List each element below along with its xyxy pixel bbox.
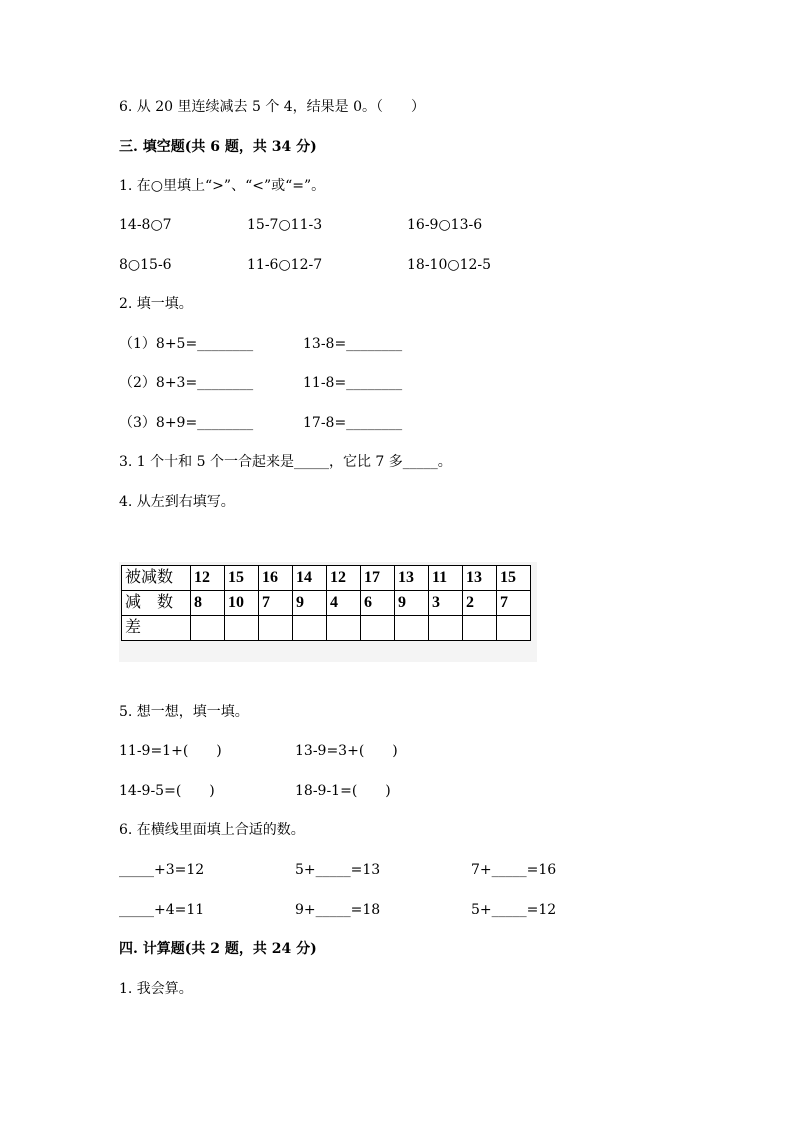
fill-item: 11-8=________ (303, 375, 403, 391)
true-false-question-6: 6. 从 20 里连续减去 5 个 4，结果是 0。（ ） (119, 99, 426, 115)
fill-item: 13-8=________ (303, 336, 403, 352)
compare-item: 14-8○7 (119, 217, 172, 233)
subtrahend-cell: 4 (327, 591, 361, 616)
minuend-cell: 11 (429, 566, 463, 591)
difference-cell (429, 616, 463, 641)
table-row-subtrahend (122, 591, 531, 616)
difference-cell (293, 616, 327, 641)
section-4-title: 四. 计算题(共 2 题，共 24 分) (119, 941, 317, 957)
fill-item: （3）8+9=________ (119, 415, 254, 431)
subtrahend-cell: 3 (429, 591, 463, 616)
table-row-minuend (122, 566, 531, 591)
compare-item: 18-10○12-5 (407, 257, 492, 273)
blank-fill-item: 7+_____=16 (471, 862, 557, 878)
difference-cell (225, 616, 259, 641)
difference-cell (327, 616, 361, 641)
fill-item: （1）8+5=________ (119, 336, 254, 352)
subtrahend-cell: 7 (497, 591, 531, 616)
question-4-title: 4. 从左到右填写。 (119, 494, 235, 510)
subtrahend-cell: 9 (293, 591, 327, 616)
compare-item: 11-6○12-7 (247, 257, 323, 273)
subtrahend-cell: 8 (191, 591, 225, 616)
blank-fill-item: 5+_____=12 (471, 902, 557, 918)
compare-item: 8○15-6 (119, 257, 172, 273)
subtraction-table-image (119, 562, 537, 662)
minuend-cell: 17 (361, 566, 395, 591)
row-header: 减 数 (122, 591, 191, 616)
difference-cell (463, 616, 497, 641)
minuend-cell: 13 (395, 566, 429, 591)
difference-cell (259, 616, 293, 641)
blank-fill-item: 9+_____=18 (295, 902, 381, 918)
difference-cell (395, 616, 429, 641)
fill-item: （2）8+3=________ (119, 375, 254, 391)
question-1-title: 1. 在○里填上“>”、“<”或“=”。 (119, 178, 326, 194)
blank-fill-item: _____+3=12 (119, 862, 205, 878)
calc-question-1: 1. 我会算。 (119, 981, 193, 997)
minuend-cell: 15 (497, 566, 531, 591)
subtraction-table (121, 565, 531, 641)
question-5-title: 5. 想一想，填一填。 (119, 704, 249, 720)
minuend-cell: 16 (259, 566, 293, 591)
subtrahend-cell: 2 (463, 591, 497, 616)
minuend-cell: 12 (327, 566, 361, 591)
blank-fill-item: _____+4=11 (119, 902, 205, 918)
difference-cell (191, 616, 225, 641)
think-fill-item: 13-9=3+( ) (295, 743, 398, 759)
subtrahend-cell: 10 (225, 591, 259, 616)
think-fill-item: 18-9-1=( ) (295, 783, 391, 799)
minuend-cell: 14 (293, 566, 327, 591)
fill-item: 17-8=________ (303, 415, 403, 431)
section-3-title: 三. 填空题(共 6 题，共 34 分) (119, 139, 317, 155)
minuend-cell: 15 (225, 566, 259, 591)
minuend-cell: 13 (463, 566, 497, 591)
subtrahend-cell: 9 (395, 591, 429, 616)
question-6-title: 6. 在横线里面填上合适的数。 (119, 822, 305, 838)
minuend-cell: 12 (191, 566, 225, 591)
row-header: 被减数 (122, 566, 191, 591)
question-2-title: 2. 填一填。 (119, 296, 193, 312)
row-header: 差 (122, 616, 191, 641)
question-3: 3. 1 个十和 5 个一合起来是_____，它比 7 多_____。 (119, 454, 452, 470)
compare-item: 16-9○13-6 (407, 217, 483, 233)
table-row-difference (122, 616, 531, 641)
think-fill-item: 14-9-5=( ) (119, 783, 215, 799)
blank-fill-item: 5+_____=13 (295, 862, 381, 878)
subtrahend-cell: 6 (361, 591, 395, 616)
subtrahend-cell: 7 (259, 591, 293, 616)
think-fill-item: 11-9=1+( ) (119, 743, 222, 759)
difference-cell (361, 616, 395, 641)
difference-cell (497, 616, 531, 641)
compare-item: 15-7○11-3 (247, 217, 323, 233)
